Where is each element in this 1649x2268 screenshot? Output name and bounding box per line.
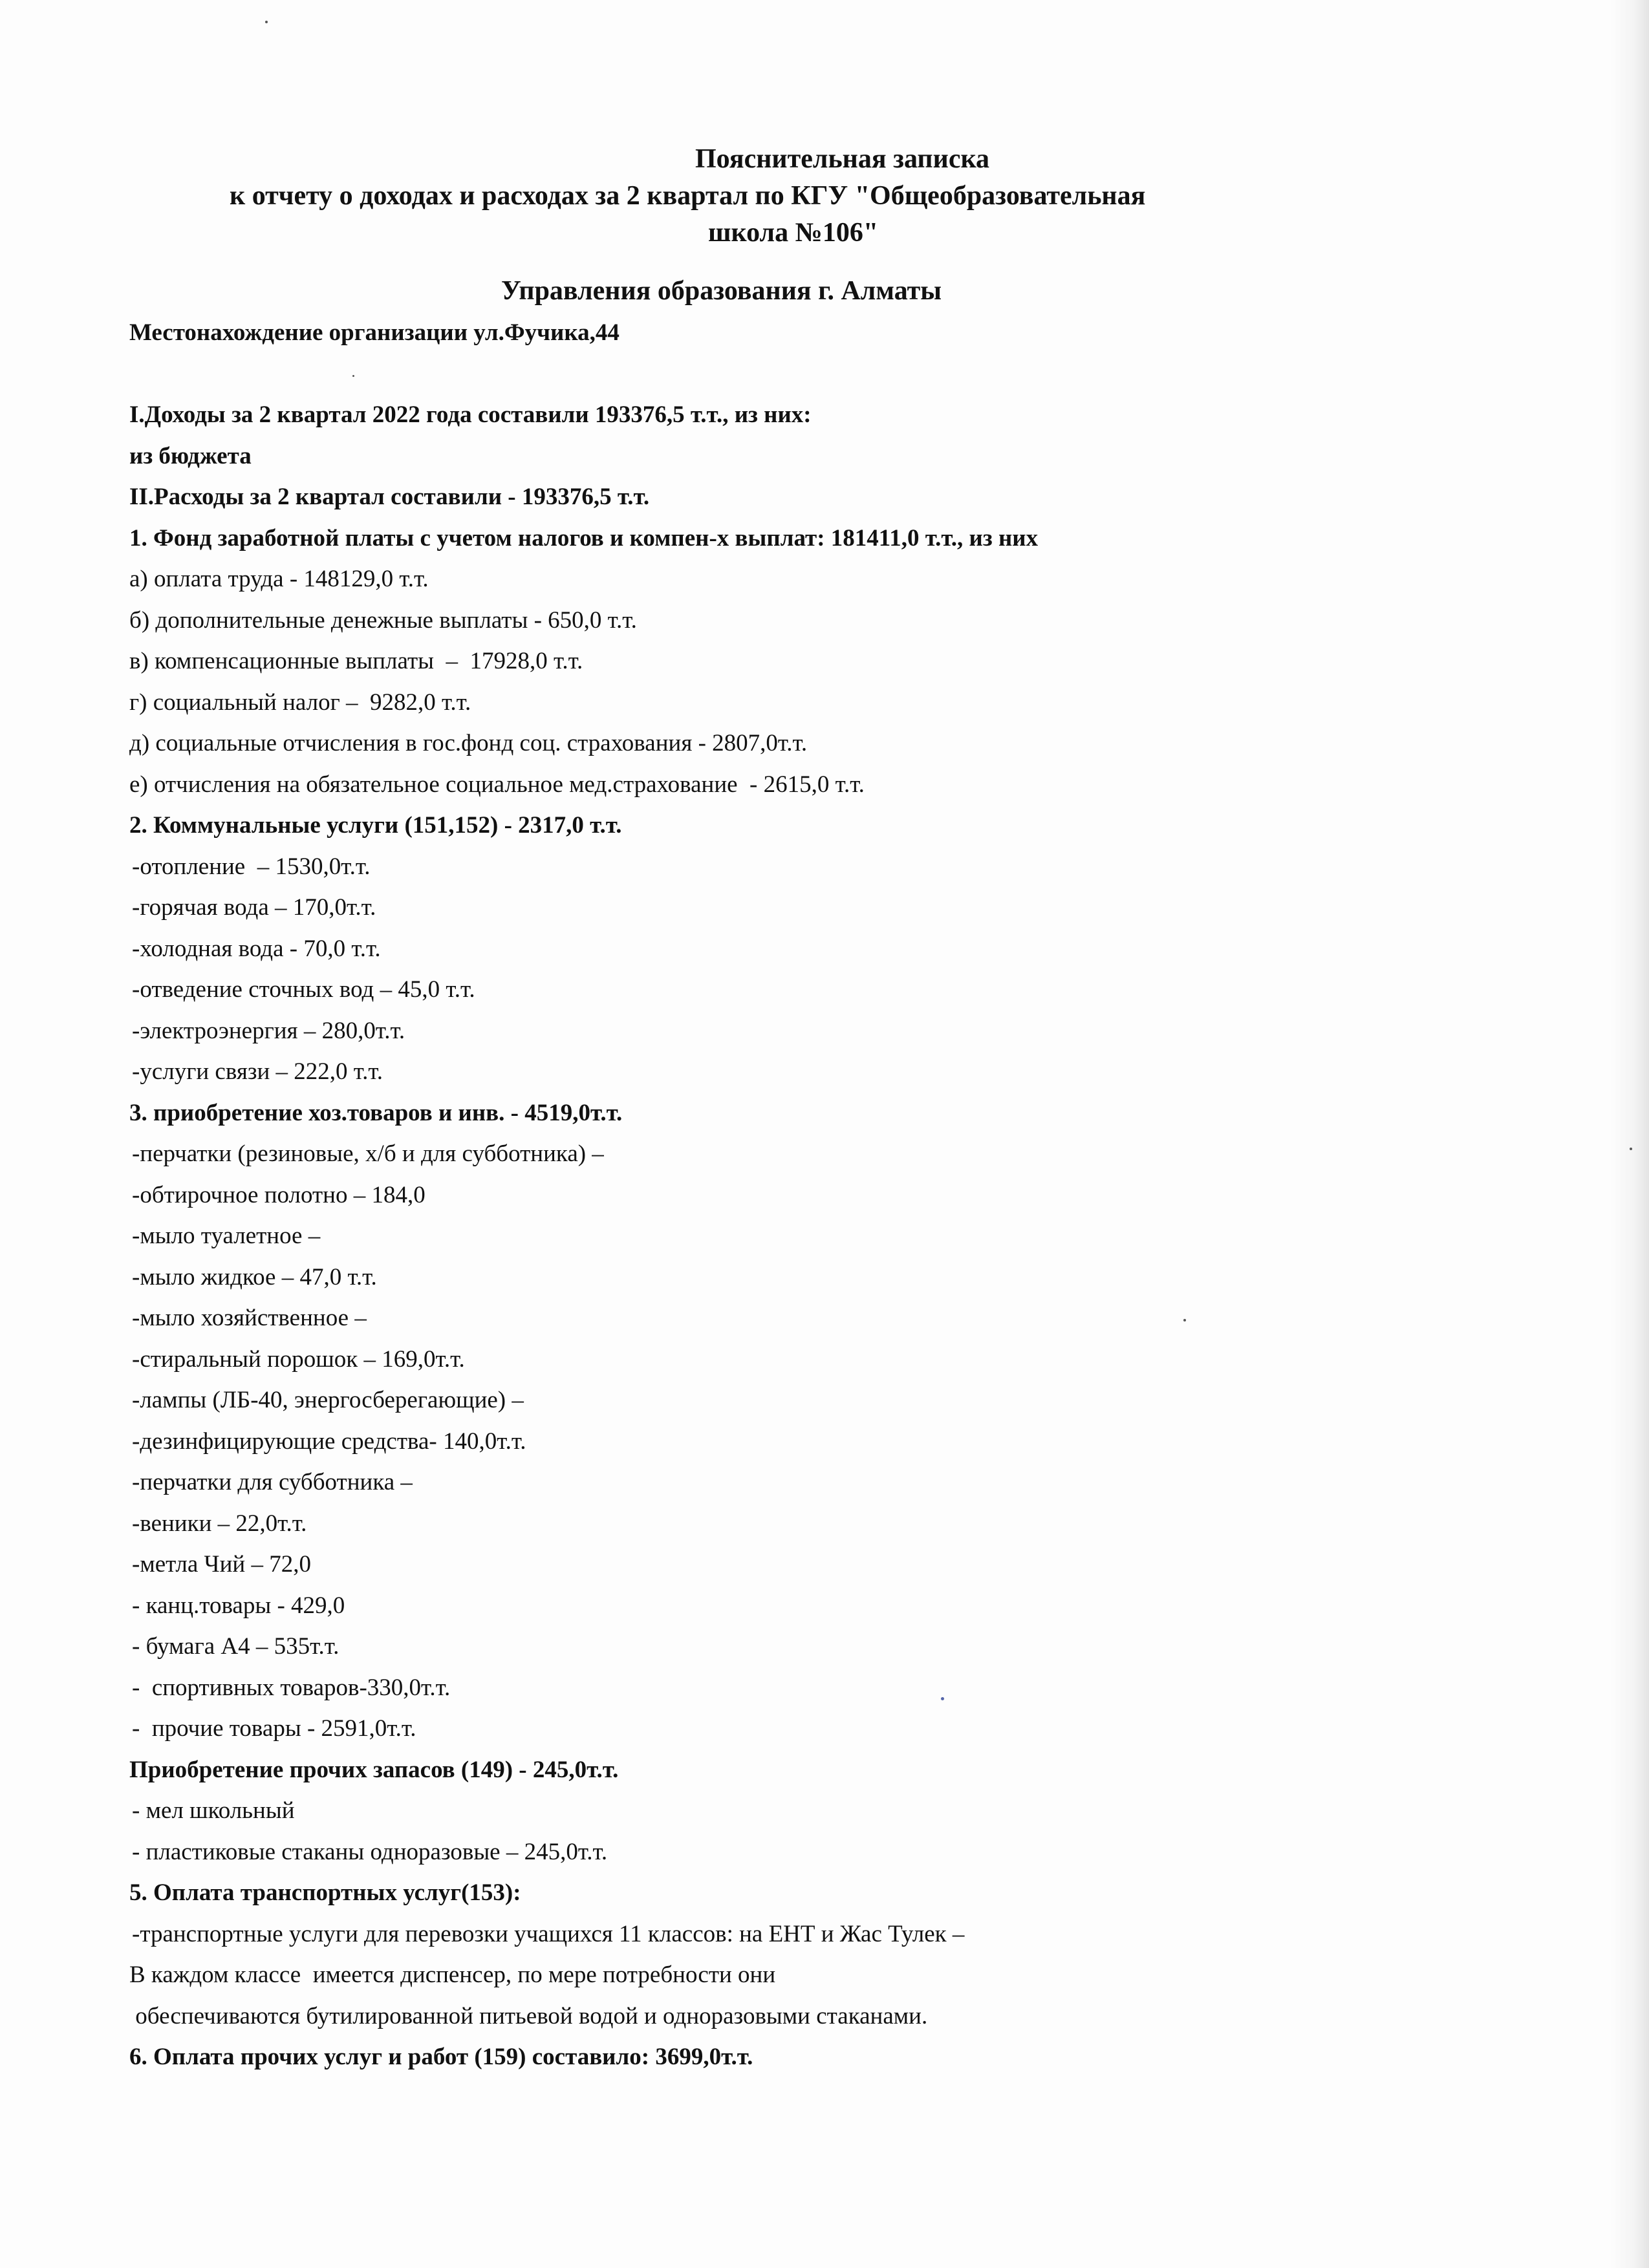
- payroll-item: д) социальные отчисления в гос.фонд соц. страхования - 2807,0т.т.: [129, 730, 808, 756]
- spacer: [129, 354, 1584, 395]
- supplies-item: -дезинфицирующие средства- 140,0т.т.: [132, 1428, 526, 1455]
- payroll-item: в) компенсационные выплаты – 17928,0 т.т.: [129, 648, 583, 674]
- scan-speck: [265, 21, 268, 23]
- supplies-item: - канц.товары - 429,0: [132, 1592, 345, 1619]
- supplies-item: -перчатки для субботника –: [132, 1469, 413, 1495]
- supplies-item: -перчатки (резиновые, х/б и для субботника) –: [132, 1140, 604, 1167]
- utilities-item: -отопление – 1530,0т.т.: [132, 853, 371, 880]
- document-subtitle-line1: к отчету о доходах и расходах за 2 квартал по КГУ "Общеобразовательная: [230, 181, 1146, 211]
- supplies-item: - спортивных товаров-330,0т.т.: [132, 1674, 451, 1701]
- expenses-heading: II.Расходы за 2 квартал составили - 193376,5 т.т.: [129, 484, 650, 510]
- payroll-item: г) социальный налог – 9282,0 т.т.: [129, 689, 471, 716]
- utilities-item: -холодная вода - 70,0 т.т.: [132, 935, 381, 962]
- transport-note: В каждом классе имеется диспенсер, по мере потребности они: [129, 1962, 776, 1988]
- document-subtitle-line2: школа №106": [708, 218, 879, 248]
- utilities-item: -электроэнергия – 280,0т.т.: [132, 1017, 405, 1044]
- supplies-item: -стиральный порошок – 169,0т.т.: [132, 1345, 465, 1373]
- income-source: из бюджета: [129, 442, 252, 469]
- utilities-heading: 2. Коммунальные услуги (151,152) - 2317,0 т.т.: [129, 812, 622, 839]
- supplies-item: -веники – 22,0т.т.: [132, 1510, 307, 1537]
- scan-speck: [1630, 1148, 1632, 1150]
- supplies-item: - бумага А4 – 535т.т.: [132, 1633, 339, 1660]
- other-stock-item: - мел школьный: [132, 1797, 295, 1824]
- supplies-item: - прочие товары - 2591,0т.т.: [132, 1715, 416, 1742]
- document-body: [129, 312, 1584, 2078]
- payroll-item: а) оплата труда - 148129,0 т.т.: [129, 566, 429, 592]
- supplies-item: -лампы (ЛБ-40, энергосберегающие) –: [132, 1387, 524, 1413]
- supplies-item: -мыло туалетное –: [132, 1223, 321, 1249]
- utilities-item: -горячая вода – 170,0т.т.: [132, 894, 376, 921]
- payroll-item: е) отчисления на обязательное социальное мед.страхование - 2615,0 т.т.: [129, 771, 865, 798]
- other-services-heading: 6. Оплата прочих услуг и работ (159) составило: 3699,0т.т.: [129, 2044, 753, 2070]
- utilities-item: -услуги связи – 222,0 т.т.: [132, 1058, 383, 1085]
- utilities-item: -отведение сточных вод – 45,0 т.т.: [132, 976, 475, 1003]
- other-stock-heading: Приобретение прочих запасов (149) - 245,0т.т.: [129, 1756, 619, 1783]
- supplies-item: -метла Чий – 72,0: [132, 1551, 311, 1578]
- supplies-item: -обтирочное полотно – 184,0: [132, 1181, 426, 1208]
- other-stock-item: - пластиковые стаканы одноразовые – 245,0т.т.: [132, 1838, 608, 1865]
- transport-item: -транспортные услуги для перевозки учащихся 11 классов: на ЕНТ и Жас Тулек –: [132, 1920, 965, 1947]
- supplies-heading: 3. приобретение хоз.товаров и инв. - 4519,0т.т.: [129, 1099, 623, 1126]
- supplies-item: -мыло жидкое – 47,0 т.т.: [132, 1263, 377, 1290]
- payroll-heading: 1. Фонд заработной платы с учетом налогов и компен-х выплат: 181411,0 т.т., из них: [129, 524, 1039, 551]
- document-title: Пояснительная записка: [695, 144, 990, 174]
- department-name: Управления образования г. Алматы: [501, 276, 942, 306]
- payroll-item: б) дополнительные денежные выплаты - 650,0 т.т.: [129, 606, 637, 634]
- transport-note: обеспечиваются бутилированной питьевой водой и одноразовыми стаканами.: [129, 2002, 928, 2029]
- organization-location: Местонахождение организации ул.Фучика,44: [129, 319, 620, 346]
- supplies-item: -мыло хозяйственное –: [132, 1305, 367, 1331]
- transport-heading: 5. Оплата транспортных услуг(153):: [129, 1879, 521, 1906]
- income-heading: I.Доходы за 2 квартал 2022 года составили 193376,5 т.т., из них:: [129, 401, 812, 428]
- scan-edge-shadow: [1610, 0, 1649, 2268]
